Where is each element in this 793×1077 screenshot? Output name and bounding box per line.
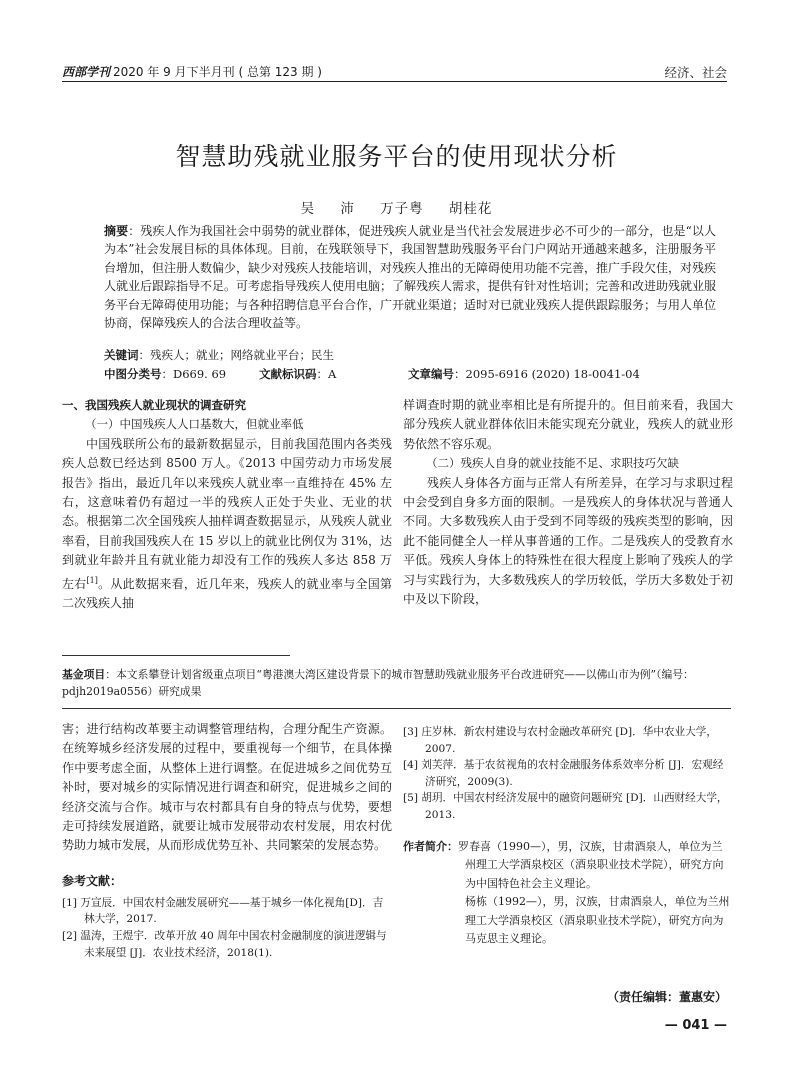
section-rule xyxy=(62,708,731,709)
bio-label: 作者简介： xyxy=(403,839,458,853)
paragraph: 害；进行结构改革要主动调整管理结构，合理分配生产资源。在统筹城乡经济发展的过程中，要重视每一个细节，在具体操作中要考虑全面，从整体上进行调整。在促进城乡之间优势互补时，要对城乡的实际情况进行调查和研究，促进城乡之间的经济交流与合作。城市与农村都具有自身的特点与优势，要想走可持续发展道路，就要让城市发展带动农村发展，用农村优势助力城市发展，从而形成优势互补、共同繁荣的发展态势。 xyxy=(62,722,392,853)
journal-logo: 西部学刊 xyxy=(62,65,111,79)
abstract-text: ：残疾人作为我国社会中弱势的就业群体，促进残疾人就业是当代社会发展进步必不可少的一部分，也是“以人为本”社会发展目标的具体体现。目前，在残联领导下，我国智慧助残服务平台门户网站开通越来越多，注册服务平台增加，但注册人数偏少，缺少对残疾人技能培训，对残疾人推出的无障碍使用功能不完善，推广手段欠佳，对残疾人就业后跟踪指导不足。可考虑指导残疾人使用电脑；了解残疾人需求，提供有针对性培训；完善和改进助残就业服务平台无障碍使用功能；与各种招聘信息平台合作，广开就业渠道；适时对已就业残疾人提供跟踪服务；与用人单位协商，保障残疾人的合法合理收益等。 xyxy=(104,224,717,331)
abstract-label: 摘要 xyxy=(104,224,129,238)
subheading-1: （一）中国残疾人人口基数大，但就业率低 xyxy=(85,417,304,432)
article-number xyxy=(408,366,640,382)
clc-value: ：D669. 69 xyxy=(161,367,227,381)
journal-header xyxy=(62,63,322,80)
editor-note: （责任编辑：董惠安） xyxy=(606,990,727,1004)
reference-item: [4] 刘芙萍．基于农贫视角的农村金融服务体系效率分析 [J]．宏观经济研究，2009(3). xyxy=(403,759,724,788)
reference-item: [3] 庄岁林．新农村建设与农村金融改革研究 [D]．华中农业大学，2007. xyxy=(403,726,717,755)
clc-number xyxy=(104,366,226,382)
references-title: 参考文献： xyxy=(62,873,123,888)
art-label: 文章编号 xyxy=(408,367,454,381)
doc-code xyxy=(259,366,336,382)
issue-info: 2020 年 9 月下半月刊 ( 总第 123 期 ) xyxy=(113,65,322,79)
abstract xyxy=(104,222,716,332)
keywords xyxy=(104,347,334,363)
author-bio-1 xyxy=(403,838,733,894)
reference-item: [5] 胡玥．中国农村经济发展中的融资问题研究 [D]．山西财经大学，2013. xyxy=(403,792,728,821)
fund-text: ：本文系攀登计划省级重点项目“粤港澳大湾区建设背景下的城市智慧助残就业服务平台改进研究——以佛山市为例”（编号：pdjh2019a0556）研究成果 xyxy=(62,668,694,698)
footnote-rule xyxy=(62,655,290,656)
section-label: 经济、社会 xyxy=(664,65,727,80)
paragraph-text: 中国残联所公布的最新数据显示，目前我国范围内各类残疾人总数已经达到 8500 万人。《2013 中国劳动力市场发展报告》指出，最近几年以来残疾人就业率一直维持在 45% 左右，这意味着仍有超过一半的残疾人正处于失业、无业的状态。根据第二次全国残疾人抽样调查数据显示，从残疾人就业率看，目前我国残疾人在 15 岁以上的就业比例仅为 31%，达到就业年龄并且有就业能力却没有工作的残疾人多达 858 万左右 xyxy=(62,436,392,591)
clc-label: 中图分类号 xyxy=(104,367,162,381)
citation: [1] xyxy=(86,575,98,585)
bottom-left-column xyxy=(62,720,392,961)
paragraph xyxy=(62,435,392,614)
reference-item: [2] 温涛，王煜宇．改革开放 40 周年中国农村金融制度的演进逻辑与未来展望 [J]．农业技术经济，2018(1). xyxy=(62,930,387,959)
references-list xyxy=(62,895,392,961)
paragraph-text-tail: 。从此数据来看，近几年来，残疾人的就业率与全国第二次残疾人抽 xyxy=(62,576,392,611)
doc-label: 文献标识码 xyxy=(259,367,317,381)
keywords-label: 关键词 xyxy=(104,348,139,362)
paragraph-continued: 样调查时期的就业率相比是有所提升的。但目前来看，我国大部分残疾人就业群体依旧未能实现充分就业，残疾人的就业形势依然不容乐观。 xyxy=(403,398,733,451)
paragraph: 残疾人身体各方面与正常人有所差异，在学习与求职过程中会受到自身多方面的限制。一是残疾人的身体状况与普通人不同。大多数残疾人由于受到不同等级的残疾类型的影响，因此不能同健全人一样从事普通的工作。二是残疾人的受教育水平低。残疾人身体上的特殊性在很大程度上影响了残疾人的学习与实践行为，大多数残疾人的学历较低，学历大多数处于初中及以下阶段， xyxy=(403,475,733,607)
left-column xyxy=(62,396,392,613)
art-value: ：2095-6916 (2020) 18-0041-04 xyxy=(454,367,640,381)
page-number: — 041 — xyxy=(664,1018,727,1033)
article-title: 智慧助残就业服务平台的使用现状分析 xyxy=(175,142,618,171)
keywords-text: ：残疾人；就业；网络就业平台；民生 xyxy=(138,348,334,362)
right-column xyxy=(403,396,733,609)
bottom-right-column xyxy=(403,724,733,949)
header-rule xyxy=(62,81,727,82)
fund-note xyxy=(62,666,732,700)
section-heading-1: 一、我国残疾人就业现状的调查研究 xyxy=(62,398,246,412)
bio-text-1: 罗春喜（1990—），男，汉族，甘肃酒泉人，单位为兰州理工大学酒泉校区（酒泉职业技术学院），研究方向为中国特色社会主义理论。 xyxy=(458,839,724,890)
subheading-2: （二）残疾人自身的就业技能不足、求职技巧欠缺 xyxy=(426,456,679,471)
author-bio xyxy=(403,838,733,949)
fund-label: 基金项目 xyxy=(62,668,106,681)
references-list-cont xyxy=(403,724,733,824)
bio-text-2: 杨栋（1992—），男，汉族，甘肃酒泉人，单位为兰州理工大学酒泉校区（酒泉职业技术学院），研究方向为马克思主义理论。 xyxy=(465,895,730,946)
article-authors: 吴 沛 万子粤 胡桂花 xyxy=(300,201,493,217)
reference-item: [1] 万宣辰．中国农村金融发展研究——基于城乡一体化视角[D]．吉林大学，2017. xyxy=(62,896,384,926)
doc-value: ：A xyxy=(316,367,337,381)
